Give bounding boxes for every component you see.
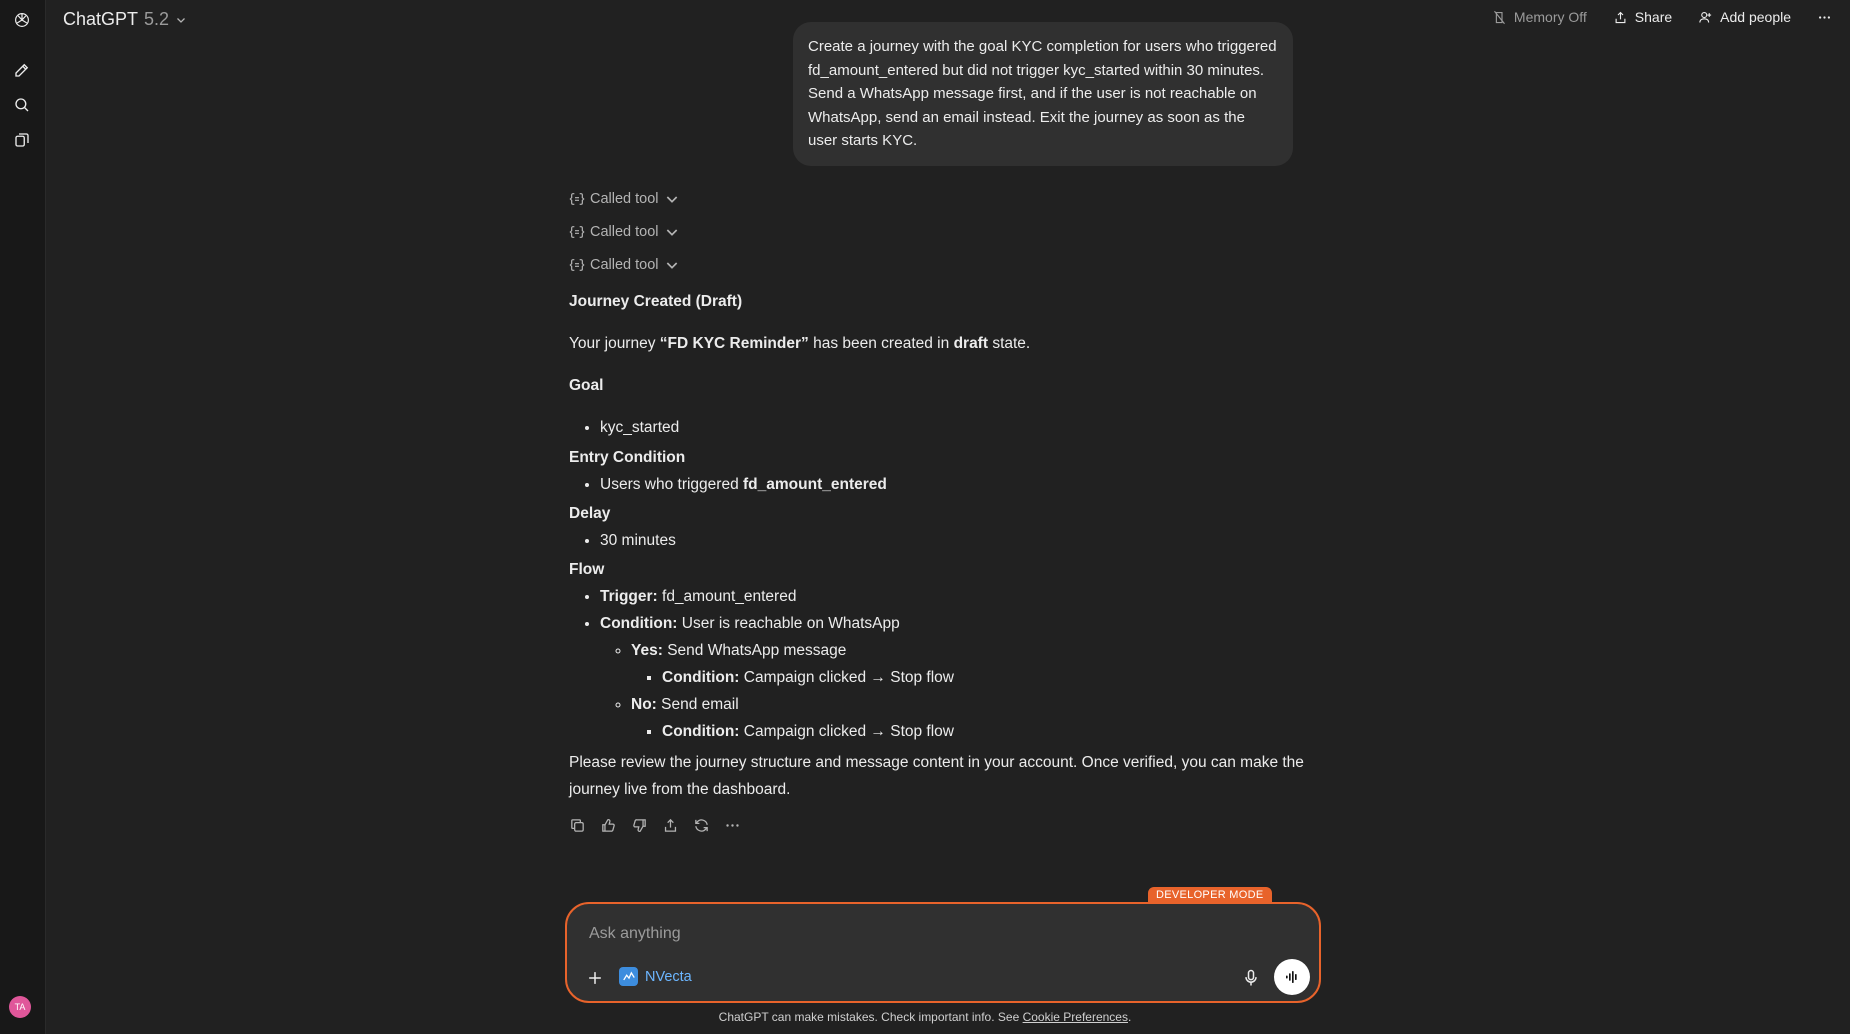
assistant-message bbox=[569, 182, 1309, 834]
tool-call-label: Called tool bbox=[590, 256, 659, 273]
share-icon bbox=[1613, 10, 1628, 25]
search-icon[interactable] bbox=[11, 94, 33, 116]
list-item: ▪ Condition: Campaign clicked → Stop flow bbox=[662, 664, 1309, 691]
add-person-icon bbox=[1698, 10, 1713, 25]
share-icon[interactable] bbox=[662, 817, 679, 834]
memory-label: Memory Off bbox=[1513, 9, 1587, 25]
thumbs-down-icon[interactable] bbox=[631, 817, 648, 834]
chart-line-icon bbox=[619, 967, 638, 986]
sidebar bbox=[0, 0, 46, 1034]
share-button[interactable] bbox=[1613, 9, 1672, 25]
flow-list bbox=[569, 583, 1309, 745]
developer-mode-badge: DEVELOPER MODE bbox=[1148, 887, 1272, 903]
delay-heading: Delay bbox=[569, 505, 611, 522]
tool-call-label: Called tool bbox=[590, 190, 659, 207]
more-horizontal-icon[interactable] bbox=[724, 817, 741, 834]
cookie-preferences-link[interactable]: Cookie Preferences bbox=[1022, 1010, 1128, 1024]
model-name: ChatGPT bbox=[63, 9, 139, 29]
model-version: 5.2 bbox=[144, 9, 170, 29]
closing-paragraph: Please review the journey structure and message content in your account. Once verified, you can make the journey live from the dashboard. bbox=[569, 754, 1304, 798]
list-item: ▪ Condition: Campaign clicked → Stop flow bbox=[662, 718, 1309, 745]
thumbs-up-icon[interactable] bbox=[600, 817, 617, 834]
user-message: Create a journey with the goal KYC completion for users who triggered fd_amount_entered but did not trigger kyc_started within 30 minutes. Send a WhatsApp message first, and if the user is not reachable on WhatsApp, send an email instead. Exit the journey as soon as the user starts KYC. bbox=[793, 22, 1293, 166]
list-item: • 30 minutes bbox=[600, 527, 1309, 554]
library-icon[interactable] bbox=[11, 129, 33, 151]
list-item: ◦ Yes: Send WhatsApp message ▪ Condition: Campaign clicked → Stop flow bbox=[631, 637, 1309, 691]
tool-braces-icon bbox=[569, 257, 585, 273]
header-actions bbox=[1492, 9, 1832, 25]
response-title: Journey Created (Draft) bbox=[569, 293, 743, 310]
new-chat-icon[interactable] bbox=[11, 59, 33, 81]
chevron-down-icon bbox=[664, 257, 680, 273]
goal-heading: Goal bbox=[569, 377, 604, 394]
flow-sublist bbox=[631, 664, 1309, 691]
chevron-down-icon bbox=[664, 224, 680, 240]
goal-list bbox=[569, 414, 1309, 441]
add-people-button[interactable] bbox=[1698, 9, 1791, 25]
regenerate-icon[interactable] bbox=[693, 817, 710, 834]
share-label: Share bbox=[1634, 9, 1673, 25]
intro-paragraph: Your journey “FD KYC Reminder” has been created in draft state. bbox=[569, 335, 1031, 352]
list-item: • Users who triggered fd_amount_entered bbox=[600, 471, 1309, 498]
composer bbox=[565, 902, 1321, 1003]
list-item: • Condition: User is reachable on WhatsApp ◦ Yes: Send WhatsApp message ▪ Condition: Campaign clicked → Stop flow ◦ No: Send email ▪ Condition: Campaign clicked → Stop flow bbox=[600, 610, 1309, 745]
connector-chip[interactable] bbox=[619, 967, 692, 986]
memory-off-icon bbox=[1492, 10, 1507, 25]
flow-heading: Flow bbox=[569, 561, 605, 578]
entry-heading: Entry Condition bbox=[569, 449, 686, 466]
avatar[interactable]: TA bbox=[9, 996, 31, 1018]
prompt-input[interactable] bbox=[587, 924, 1231, 944]
delay-list bbox=[569, 527, 1309, 554]
more-options-button[interactable] bbox=[1817, 10, 1832, 25]
more-horizontal-icon bbox=[1817, 10, 1832, 25]
flow-sublist bbox=[600, 637, 1309, 745]
chevron-down-icon bbox=[175, 14, 187, 26]
model-selector[interactable] bbox=[63, 9, 187, 30]
plus-icon[interactable] bbox=[585, 968, 605, 988]
tool-call-2[interactable] bbox=[569, 215, 1309, 248]
add-people-label: Add people bbox=[1720, 9, 1791, 25]
list-item: • Trigger: fd_amount_entered bbox=[600, 583, 1309, 610]
waveform-icon bbox=[1283, 968, 1301, 986]
flow-sublist bbox=[631, 718, 1309, 745]
voice-mode-button[interactable] bbox=[1274, 959, 1310, 995]
tool-call-3[interactable] bbox=[569, 248, 1309, 281]
openai-logo-icon[interactable] bbox=[11, 9, 33, 31]
tool-braces-icon bbox=[569, 224, 585, 240]
microphone-icon[interactable] bbox=[1241, 968, 1261, 988]
list-item: ◦ No: Send email ▪ Condition: Campaign clicked → Stop flow bbox=[631, 691, 1309, 745]
chevron-down-icon bbox=[664, 191, 680, 207]
connector-name: NVecta bbox=[645, 968, 692, 985]
tool-call-1[interactable] bbox=[569, 182, 1309, 215]
copy-icon[interactable] bbox=[569, 817, 586, 834]
tool-call-label: Called tool bbox=[590, 223, 659, 240]
memory-toggle[interactable] bbox=[1492, 9, 1587, 25]
footer-disclaimer: ChatGPT can make mistakes. Check important info. See Cookie Preferences. bbox=[718, 1010, 1132, 1024]
message-actions bbox=[569, 817, 1309, 834]
entry-list bbox=[569, 471, 1309, 498]
tool-braces-icon bbox=[569, 191, 585, 207]
list-item: • kyc_started bbox=[600, 414, 1309, 441]
